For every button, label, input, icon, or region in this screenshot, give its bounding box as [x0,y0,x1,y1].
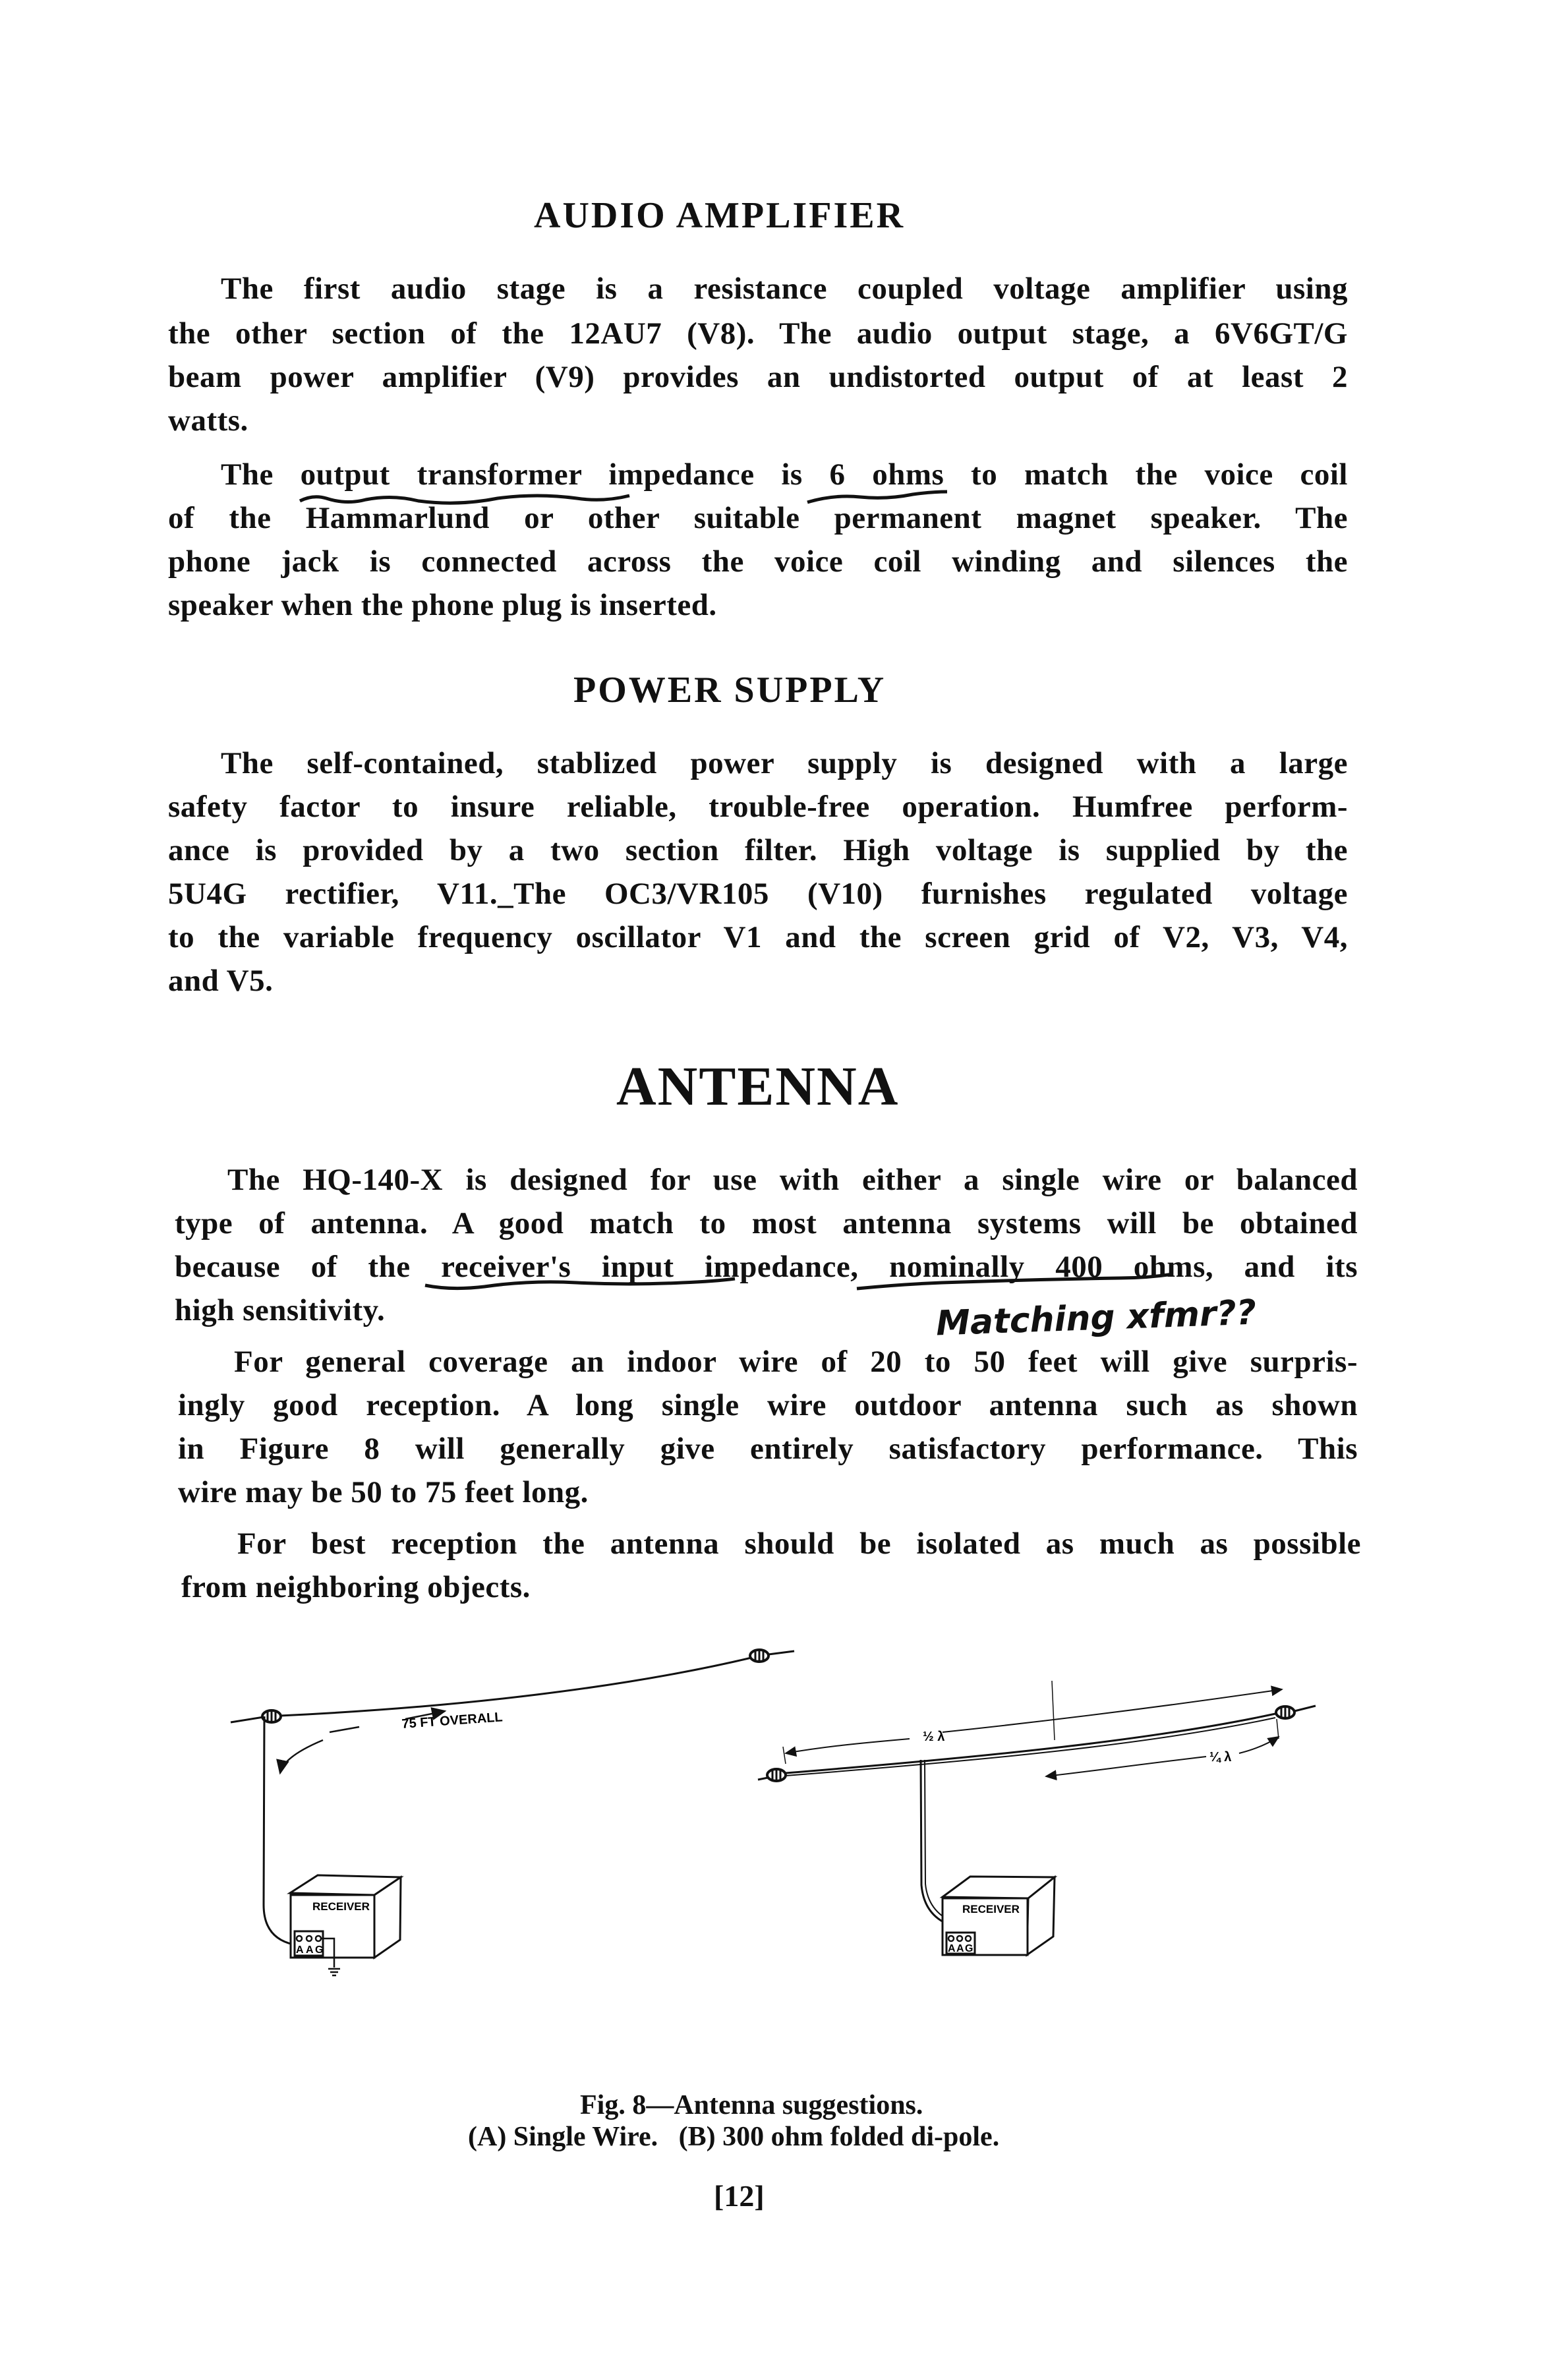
section-heading-power-supply: POWER SUPPLY [573,670,886,711]
text-line: and V5. [168,964,274,998]
handwritten-note: Matching xfmr?? [935,1293,1257,1344]
terminal-label: A [296,1944,304,1956]
text-line: type of antenna. A good match to most antenna systems will be obtained [175,1206,1358,1240]
insulator-icon [767,1769,786,1781]
text-line: 5U4G rectifier, V11._The OC3/VR105 (V10) furnishes regulated voltage [168,877,1348,911]
text-line: wire may be 50 to 75 feet long. [178,1475,589,1509]
text-line: The first audio stage is a resistance coupled voltage amplifier using [221,272,1348,306]
receiver-label: RECEIVER [312,1900,370,1913]
text-line: because of the receiver's input impedance, nominally 400 ohms, and its [175,1250,1358,1284]
text-line: ance is provided by a two section filter. High voltage is supplied by the [168,833,1348,867]
diagram-folded-dipole [758,1681,1316,1955]
text-line: beam power amplifier (V9) provides an undistorted output of at least 2 [168,360,1348,394]
section-heading-antenna: ANTENNA [616,1056,900,1117]
page-number: [12] [714,2179,765,2213]
section-heading-audio-amplifier: AUDIO AMPLIFIER [534,195,906,236]
terminal-label: G [315,1944,324,1956]
text-line: ingly good reception. A long single wire outdoor antenna such as shown [178,1388,1358,1422]
terminal-label: A [306,1944,314,1956]
text-line: high sensitivity. [175,1293,386,1327]
receiver-box-b [943,1877,1055,1955]
figure-caption-title: Fig. 8—Antenna suggestions. [580,2090,923,2120]
text-line: The HQ-140-X is designed for use with either a single wire or balanced [227,1163,1358,1197]
text-line: of the Hammarlund or other suitable permanent magnet speaker. The [168,501,1348,535]
text-line: from neighboring objects. [181,1570,531,1604]
text-line: For best reception the antenna should be isolated as much as possible [237,1527,1361,1561]
text-line: The output transformer impedance is 6 ohms to match the voice coil [221,457,1348,492]
receiver-label: RECEIVER [962,1903,1020,1915]
terminal-label: A [948,1943,956,1954]
ground-icon [328,1969,340,1975]
text-line: speaker when the phone plug is inserted. [168,588,717,622]
half-wave-label: ½ λ [923,1730,945,1744]
text-line: The self-contained, stablized power supply is designed with a large [221,746,1348,780]
text-line: safety factor to insure reliable, trouble-free operation. Humfree perform- [168,790,1348,824]
text-line: For general coverage an indoor wire of 20 to 50 feet will give surpris- [234,1345,1358,1379]
lead-in-wire [264,1716,293,1944]
figure-caption-subtitle: (A) Single Wire. (B) 300 ohm folded di-pole. [468,2122,1000,2152]
text-line: to the variable frequency oscillator V1 and the screen grid of V2, V3, V4, [168,920,1348,954]
text-line: watts. [168,403,248,438]
text-line: in Figure 8 will generally give entirely satisfactory performance. This [178,1432,1358,1466]
length-label: 75 FT OVERALL [401,1710,504,1732]
quarter-wave-label: ¼ λ [1209,1750,1232,1764]
insulator-icon [750,1650,769,1662]
text-line: the other section of the 12AU7 (V8). The audio output stage, a 6V6GT/G [168,316,1348,351]
terminal-label: A [956,1943,964,1954]
insulator-icon [1276,1706,1294,1718]
terminal-label: G [965,1943,973,1954]
diagram-single-wire [231,1650,794,1975]
antenna-wire [280,1658,751,1716]
text-line: phone jack is connected across the voice coil winding and silences the [168,544,1348,579]
receiver-box-a [290,1875,401,1975]
